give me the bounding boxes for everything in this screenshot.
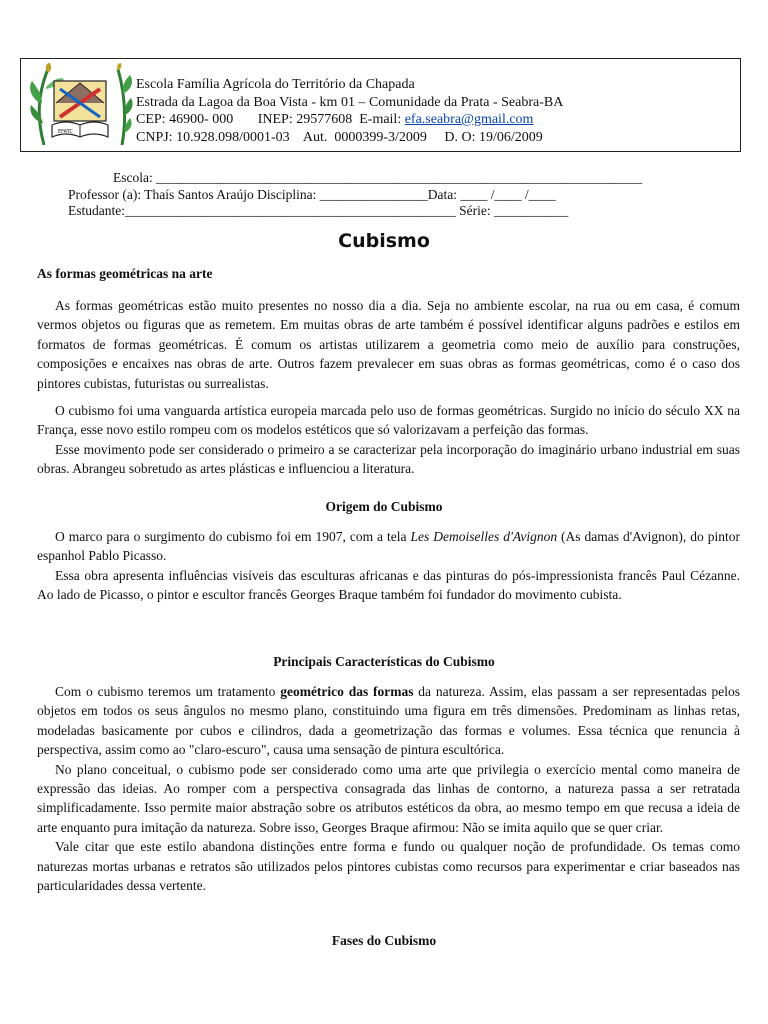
- section-body-2: [37, 527, 740, 605]
- form-professor: Professor (a): Thaís Santos Araújo Disciplina: ________________Data: ____ /____ /____: [68, 187, 556, 202]
- paragraph: Essa obra apresenta influências visíveis das esculturas africanas e das pinturas do pós-impressionista francês Paul Cézanne. Ao lado de Picasso, o pintor e escultor francês Georges Braque também foi fundador do movimento cubista.: [37, 567, 740, 603]
- contact-line: CEP: 46900- 000 INEP: 29577608 E-mail: efa.seabra@gmail.com: [136, 112, 534, 127]
- section-body-3: [37, 682, 740, 895]
- paragraph: As formas geométricas estão muito presentes no nosso dia a dia. Seja no ambiente escolar, na rua ou em casa, é comum vermos objetos ou figuras que as remetem. Em muitas obras de arte também é possível identificar alguns padrões e estilos em formatos de formas geométricas. É comum os artistas utilizarem a geometria como meio de auxílio para construções, composições e encaixes nas obras de arte. Outros fazem prevalecer em suas obras as formas geométricas, como é o caso dos pintores cubistas, futuristas ou surrealistas.: [37, 298, 740, 391]
- section-heading-origem: Origem do Cubismo: [325, 499, 443, 514]
- paragraph: Com o cubismo teremos um tratamento geométrico das formas da natureza. Assim, elas passam a ser representadas pelos objetos em todos os seus ângulos no mesmo plano, constituindo uma figura em três dimensões. Predominam as linhas retas, modeladas basicamente por cubos e cilindros, dada a geometrização das formas e volumes. Essa técnica que renuncia à perspectiva, assim como ao "claro-escuro", causa uma sensação de pintura escultórica.: [37, 684, 740, 758]
- paragraph: O marco para o surgimento do cubismo foi em 1907, com a tela Les Demoiselles d'Avignon (As damas d'Avignon), do pintor espanhol Pablo Picasso.: [37, 529, 740, 564]
- cnpj-line: CNPJ: 10.928.098/0001-03 Aut. 0000399-3/2009 D. O: 19/06/2009: [136, 129, 543, 145]
- paragraph: Vale citar que este estilo abandona distinções entre forma e fundo ou qualquer noção de profundidade. Os temas como naturezas mortas urbanas e retratos são utilizados pelos pintores cubistas como recursos para experimentar e criar baseados nas particularidades dessa vertente.: [37, 839, 740, 894]
- form-estudante: Estudante:_________________________________________________ Série: ___________: [68, 203, 569, 218]
- page-title: Cubismo: [338, 230, 430, 252]
- paragraph: No plano conceitual, o cubismo pode ser considerado como uma arte que privilegia o exercício mental como maneira de expressão das ideias. Ao romper com a perspectiva consagrada das linhas de contorno, a natureza passa a ser retratada simplificadamente. Isso permite maior abstração sobre os atributos estéticos da obra, ao mesmo tempo em que recusa a ideia de arte enquanto pura imitação da natureza. Sobre isso, Georges Braque afirmou: Não se imita aquilo que se quer criar.: [37, 761, 740, 835]
- section-body-1: [37, 296, 740, 479]
- email-link[interactable]: efa.seabra@gmail.com: [404, 112, 534, 127]
- paragraph: O cubismo foi uma vanguarda artística europeia marcada pelo uso de formas geométricas. Surgido no início do século XX na França, esse novo estilo rompeu com os modelos estéticos que só valorizavam a perfeição das formas.: [37, 403, 740, 438]
- section-heading-fases: Fases do Cubismo: [331, 933, 437, 948]
- form-escola: Escola: ________________________________________________________________________: [113, 170, 643, 185]
- section-heading-caracteristicas: Principais Características do Cubismo: [273, 654, 495, 669]
- section-heading-formas: As formas geométricas na arte: [37, 266, 213, 281]
- svg-text:EFATC: EFATC: [58, 129, 73, 135]
- school-name: Escola Família Agrícola do Território da Chapada: [136, 77, 415, 92]
- paragraph: Esse movimento pode ser considerado o primeiro a se caracterizar pela incorporação do imaginário urbano industrial em suas obras. Abrangeu sobretudo as artes plásticas e influenciou a literatura.: [37, 441, 740, 477]
- letterhead: [20, 58, 741, 152]
- school-logo: [26, 63, 134, 147]
- school-address: Estrada da Lagoa da Boa Vista - km 01 – Comunidade da Prata - Seabra-BA: [136, 94, 564, 110]
